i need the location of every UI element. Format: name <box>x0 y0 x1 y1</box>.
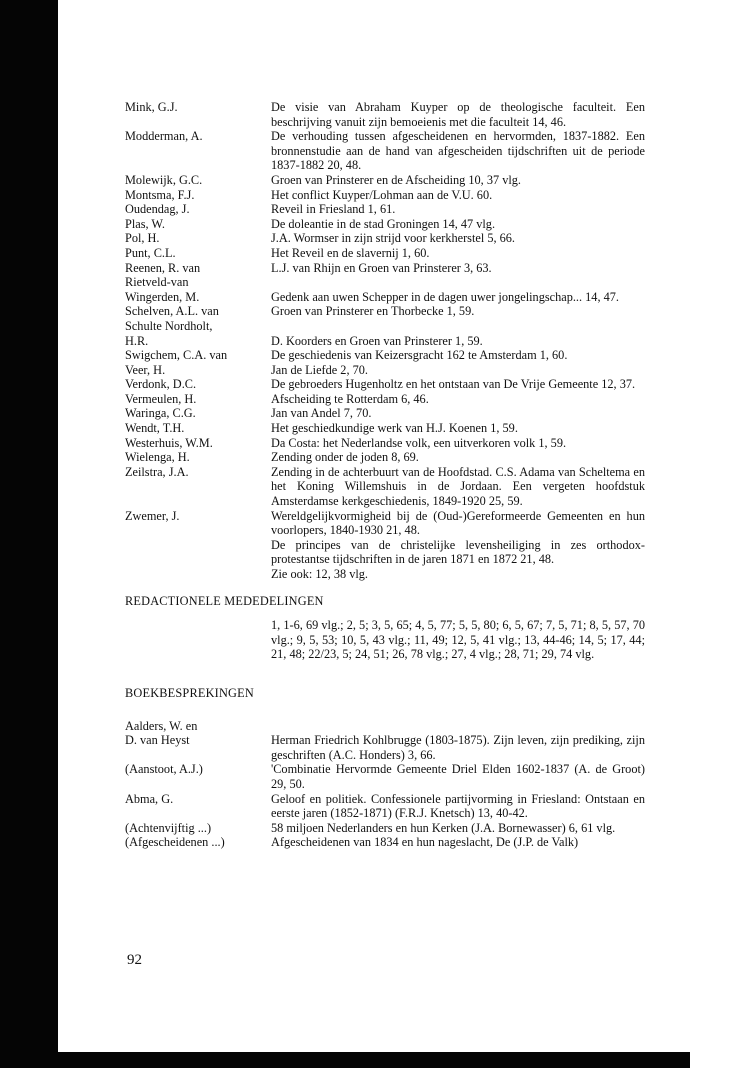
index-entry: Geloof en politiek. Confessionele partijvorming in Friesland: Ontstaan en eerste jaren (1852-1871) (F.R.J. Knetsch) 13, 40-42. <box>271 791 645 821</box>
index-author: Reenen, R. van <box>125 260 201 275</box>
index-author: Swigchem, C.A. van <box>125 348 228 363</box>
index-entry: Jan de Liefde 2, 70. <box>271 362 368 377</box>
index-author: Schulte Nordholt, H.R. <box>125 318 213 348</box>
index-author: Vermeulen, H. <box>125 391 197 406</box>
index-entry: De visie van Abraham Kuyper op de theologische faculteit. Een beschrijving vanuit zijn bemoeienis met die faculteit 14, 46. <box>271 100 645 129</box>
index-row <box>125 129 645 173</box>
index-entry: Jan van Andel 7, 70. <box>271 406 372 421</box>
index-entry: D. Koorders en Groen van Prinsterer 1, 59. <box>271 333 483 348</box>
index-row <box>125 762 645 791</box>
index-author: Oudendag, J. <box>125 202 190 217</box>
index-author: Punt, C.L. <box>125 245 176 260</box>
index-author: Aalders, W. en D. van Heyst <box>125 718 198 748</box>
index-author: Waringa, C.G. <box>125 406 196 421</box>
index-row <box>125 304 645 319</box>
index-entry: Het geschiedkundige werk van H.J. Koenen 1, 59. <box>271 421 518 436</box>
index-entry: De doleantie in de stad Groningen 14, 47 vlg. <box>271 216 496 231</box>
index-author: (Aanstoot, A.J.) <box>125 762 203 777</box>
index-row <box>125 348 645 363</box>
index-entry: De geschiedenis van Keizersgracht 162 te Amsterdam 1, 60. <box>271 348 568 363</box>
index-entry: Het Reveil en de slavernij 1, 60. <box>271 245 430 260</box>
index-entry: Wereldgelijkvormigheid bij de (Oud-)Gereformeerde Gemeenten en hun voorlopers, 1840-1930 21, 48. De principes van de christelijke levensheiliging in zes orthodox-protestantse tijdschriften in de jaren 1871 en 1872 21, 48. Zie ook: 12, 38 vlg. <box>271 508 645 581</box>
page-number: 92 <box>127 952 142 968</box>
index-author: (Achtenvijftig ...) <box>125 820 212 835</box>
scan-bottom-border <box>0 1052 690 1068</box>
index-row <box>125 465 645 509</box>
index-row <box>125 377 645 392</box>
scan-left-border <box>0 0 58 1068</box>
index-entry: Groen van Prinsterer en de Afscheiding 10, 37 vlg. <box>271 172 521 187</box>
index-author: Zeilstra, J.A. <box>125 464 189 479</box>
index-entry: Gedenk aan uwen Schepper in de dagen uwer jongelingschap... 14, 47. <box>271 289 619 304</box>
index-entry: 'Combinatie Hervormde Gemeente Driel Elden 1602-1837 (A. de Groot) 29, 50. <box>271 762 645 791</box>
redactionele-index: 1, 1-6, 69 vlg.; 2, 5; 3, 5, 65; 4, 5, 77; 5, 5, 80; 6, 5, 67; 7, 5, 71; 8, 5, 57, 70 vlg.; 9, 5, 53; 10, 5, 43 vlg.; 11, 49; 12, 5, 41 vlg.; 13, 44-46; 14, 5; 17, 44; 21, 48; 22/23, 5; 24, 51; 26, 78 vlg.; 27, 4 vlg.; 28, 71; 29, 74 vlg. <box>271 618 645 662</box>
index-entry: Herman Friedrich Kohlbrugge (1803-1875). Zijn leven, zijn prediking, zijn geschriften (A.C. Honders) 3, 66. <box>271 733 645 762</box>
index-entry: Groen van Prinsterer en Thorbecke 1, 59. <box>271 304 475 319</box>
index-entry: Da Costa: het Nederlandse volk, een uitverkoren volk 1, 59. <box>271 435 567 450</box>
index-row <box>125 509 645 582</box>
index-entry: Reveil in Friesland 1, 61. <box>271 202 396 217</box>
index-row <box>125 246 645 261</box>
redactionele-heading: REDACTIONELE MEDEDELINGEN <box>125 593 324 608</box>
index-author: Westerhuis, W.M. <box>125 435 213 450</box>
index-row <box>125 421 645 436</box>
index-entry: 58 miljoen Nederlanders en hun Kerken (J.A. Bornewasser) 6, 61 vlg. <box>271 820 616 835</box>
index-author: (Afgescheidenen ...) <box>125 835 225 850</box>
index-row <box>125 217 645 232</box>
index-author: Zwemer, J. <box>125 508 180 523</box>
index-row <box>125 792 645 821</box>
index-entry: Afscheiding te Rotterdam 6, 46. <box>271 391 429 406</box>
index-author: Pol, H. <box>125 231 160 246</box>
index-row <box>125 188 645 203</box>
index-page <box>125 100 645 850</box>
index-author: Rietveld-van Wingerden, M. <box>125 275 200 304</box>
index-entry: De verhouding tussen afgescheidenen en hervormden, 1837-1882. Een bronnenstudie aan de hand van afgescheiden tijdschriften uit de periode 1837-1882 20, 48. <box>271 129 645 173</box>
index-entry: Zending onder de joden 8, 69. <box>271 450 419 465</box>
index-row <box>125 275 645 304</box>
index-author: Veer, H. <box>125 362 166 377</box>
index-entry: Afgescheidenen van 1834 en hun nageslacht, De (J.P. de Valk) <box>271 835 579 850</box>
index-row <box>125 319 645 348</box>
index-row <box>125 821 645 836</box>
index-entry: Zending in de achterbuurt van de Hoofdstad. C.S. Adama van Scheltema en het Koning Willemshuis in de Jordaan. Een vergeten hoofdstuk Amsterdamse kerkgeschiedenis, 1849-1920 25, 59. <box>271 464 645 509</box>
index-author: Wielenga, H. <box>125 450 190 465</box>
index-entry: Het conflict Kuyper/Lohman aan de V.U. 60. <box>271 187 493 202</box>
index-row <box>125 406 645 421</box>
index-entry: L.J. van Rhijn en Groen van Prinsterer 3, 63. <box>271 260 492 275</box>
index-row <box>125 719 645 763</box>
index-author: Mink, G.J. <box>125 100 178 114</box>
index-row <box>125 363 645 378</box>
index-row <box>125 261 645 276</box>
index-row <box>125 436 645 451</box>
index-author: Modderman, A. <box>125 129 203 144</box>
index-author: Montsma, F.J. <box>125 187 195 202</box>
boekbesprekingen-heading: BOEKBESPREKINGEN <box>125 685 254 700</box>
index-row <box>125 392 645 407</box>
index-entry: De gebroeders Hugenholtz en het ontstaan van De Vrije Gemeente 12, 37. <box>271 377 636 392</box>
index-row <box>125 835 645 850</box>
index-author: Abma, G. <box>125 791 174 806</box>
index-author: Plas, W. <box>125 216 165 231</box>
index-author: Wendt, T.H. <box>125 421 185 436</box>
index-author: Molewijk, G.C. <box>125 172 203 187</box>
index-author: Verdonk, D.C. <box>125 377 197 392</box>
index-row <box>125 202 645 217</box>
review-index-list <box>125 719 645 850</box>
index-row <box>125 231 645 246</box>
index-entry: J.A. Wormser in zijn strijd voor kerkherstel 5, 66. <box>271 231 515 246</box>
index-row <box>125 100 645 129</box>
index-author: Schelven, A.L. van <box>125 304 219 319</box>
index-row <box>125 173 645 188</box>
index-row <box>125 450 645 465</box>
author-index-list <box>125 100 645 582</box>
